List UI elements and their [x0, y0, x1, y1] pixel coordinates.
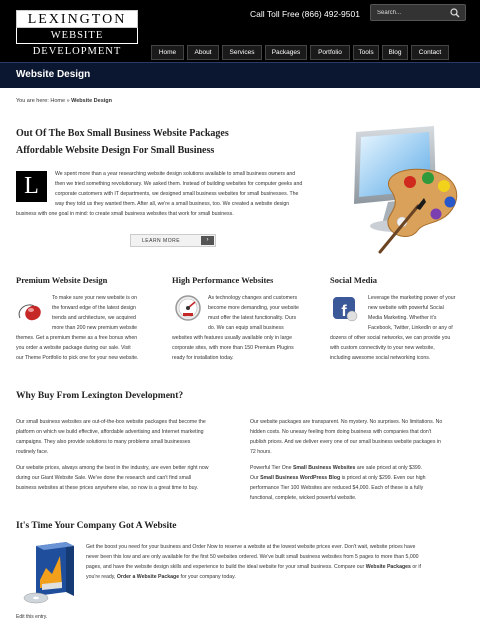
- why-left-line: during our Giant Website Sale. We've done the research and can't find small: [16, 475, 192, 481]
- col1-line: more than 200 new premium website: [52, 325, 138, 331]
- why-right-line: 72 hours.: [250, 449, 272, 455]
- drop-cap-l: L: [16, 171, 47, 202]
- mouse-icon: [16, 296, 44, 324]
- col3-line: with custom connectivity to your new website,: [330, 345, 435, 351]
- phone-number: Call Toll Free (866) 492-9501: [250, 9, 360, 19]
- col1-line: themes. Get a premium theme as a free bonus when: [16, 335, 138, 341]
- learn-more-button[interactable]: [130, 234, 216, 247]
- text-fragment: Powerful Tier One: [250, 465, 293, 471]
- facebook-icon: [330, 294, 358, 322]
- text-fragment: is priced at only $299. Even our high: [340, 475, 426, 481]
- intro-line-3: corporate customers with IT departments, we designed small business websites for small businesses. The: [55, 191, 299, 197]
- site-header: [0, 0, 480, 62]
- why-right-line: functional, complete, wicked powerful website.: [250, 495, 357, 501]
- col2-line: websites with features usually available only in large: [172, 335, 292, 341]
- site-logo[interactable]: [16, 10, 138, 57]
- why-right-pricing-line-1: [250, 464, 466, 472]
- col2-line: become more demanding, your website: [208, 305, 299, 311]
- intro-title-2: Affordable Website Design For Small Business: [16, 145, 215, 156]
- col1-line: our Theme Portfolio to pick one for your new website.: [16, 355, 139, 361]
- col3-line: Media Marketing. Whether it's: [368, 315, 437, 321]
- cta-line-2: never been this low and are only available for the first 50 websites ordered. We've built small business websites from 5 pages to more than 5,000: [86, 554, 419, 560]
- learn-more-label: LEARN MORE: [142, 238, 181, 244]
- premium-website-design-heading: Premium Website Design: [16, 275, 108, 285]
- col1-line: you order a website package during our sale. Visit: [16, 345, 131, 351]
- col3-line: Leverage the marketing power of your: [368, 295, 456, 301]
- speedometer-icon: [174, 294, 202, 322]
- high-performance-heading: High Performance Websites: [172, 275, 274, 285]
- page-title: Website Design: [16, 69, 91, 80]
- nav-blog[interactable]: Blog: [382, 45, 408, 60]
- col2-line: As technology changes and customers: [208, 295, 298, 301]
- small-business-websites-link[interactable]: Small Business Websites: [292, 465, 356, 471]
- nav-home[interactable]: Home: [151, 45, 184, 60]
- nav-about[interactable]: About: [187, 45, 219, 60]
- col3-line: including awesome social networking icons.: [330, 355, 431, 361]
- text-fragment: for your company today.: [179, 574, 236, 580]
- col3-line: new website with powerful Social: [368, 305, 444, 311]
- monitor-palette-illustration: [340, 126, 466, 254]
- why-left-line: platform on which we build effective, affordable advertising and Internet marketing: [16, 429, 204, 435]
- cta-line-3: [86, 563, 466, 571]
- nav-services[interactable]: Services: [222, 45, 262, 60]
- col3-line: dozens of other social networks, we can provide you: [330, 335, 451, 341]
- why-right-line: publish prices. And we deliver every one of our small business website packages in: [250, 439, 441, 445]
- breadcrumb-separator: »: [66, 98, 70, 104]
- col2-line: ready for installation today.: [172, 355, 234, 361]
- edit-entry-link[interactable]: Edit this entry.: [16, 614, 48, 620]
- text-fragment: or if: [410, 564, 421, 570]
- text-fragment: Our: [250, 475, 261, 481]
- breadcrumb-current: Website Design: [71, 98, 113, 104]
- col3-line: Facebook, Twitter, LinkedIn or any of: [368, 325, 453, 331]
- why-left-line: business websites at these prices anywhere else, so now is a great time to buy.: [16, 485, 199, 491]
- breadcrumb-prefix: You are here:: [16, 98, 49, 104]
- cta-heading: It's Time Your Company Got A Website: [16, 521, 177, 531]
- col2-line: must offer the latest functionality. Ours: [208, 315, 297, 321]
- why-right-line: performance Tier 100 Websites are reduced $4,000. Each of these is a fully: [250, 485, 424, 491]
- website-packages-link[interactable]: Website Packages: [365, 564, 411, 570]
- col1-line: To make sure your new website is on: [52, 295, 138, 301]
- why-right-line: Our website packages are transparent. No mystery. No surprises. No limitations. No: [250, 419, 443, 425]
- search-icon[interactable]: [450, 8, 460, 18]
- intro-title-1: Out Of The Box Small Business Website Packages: [16, 128, 229, 139]
- text-fragment: you're ready,: [86, 574, 117, 580]
- svg-text:f: f: [341, 303, 347, 320]
- cta-line-4: [86, 573, 466, 581]
- order-website-package-link[interactable]: Order a Website Package: [116, 574, 180, 580]
- social-media-heading: Social Media: [330, 275, 377, 285]
- why-left-line: campaigns. They also provide solutions to many problems small businesses: [16, 439, 191, 445]
- why-left-line: Our small business websites are out-of-the-box website packages that become the: [16, 419, 206, 425]
- arrow-right-icon: ›: [201, 236, 214, 245]
- why-right-line: hidden costs. No uneasy feeling from doing business with companies that don't: [250, 429, 432, 435]
- logo-bottom-text: WEBSITE DEVELOPMENT: [16, 28, 138, 44]
- text-fragment: pages, and have the website design skills and experience to build the ideal website for your small business. Compare our: [86, 564, 366, 570]
- wordpress-blog-link[interactable]: Small Business WordPress Blog: [260, 475, 341, 481]
- breadcrumb-home-link[interactable]: Home: [50, 98, 66, 104]
- why-right-pricing-line-2: [250, 474, 466, 482]
- page-banner: [0, 62, 480, 88]
- intro-line-4: way they told us they wanted them. After all, we're a small business, too. We created a website design: [55, 201, 290, 207]
- software-box-illustration: [22, 540, 78, 606]
- col1-line: trends and architecture, we acquired: [52, 315, 136, 321]
- main-nav: [151, 45, 449, 60]
- logo-top-text: LEXINGTON: [16, 10, 138, 28]
- text-fragment: are sale priced at only $399.: [355, 465, 423, 471]
- nav-tools[interactable]: Tools: [353, 45, 379, 60]
- col2-line: corporate sites, with more than 150 Premium Plugins: [172, 345, 294, 351]
- why-buy-heading: Why Buy From Lexington Development?: [16, 391, 184, 401]
- why-left-line: Our website prices, always among the best in the industry, are even better right now: [16, 465, 209, 471]
- why-left-line: routinely face.: [16, 449, 49, 455]
- intro-line-2: then we tried something revolutionary. We asked them. Instead of building websites for computer geeks and: [55, 181, 303, 187]
- breadcrumb: [16, 98, 112, 104]
- nav-packages[interactable]: Packages: [265, 45, 307, 60]
- nav-portfolio[interactable]: Portfolio: [310, 45, 350, 60]
- intro-line-1: We spent more than a year researching website design solutions available to small business owners and: [55, 171, 296, 177]
- col2-line: do. We can equip small business: [208, 325, 284, 331]
- search-box: [370, 4, 466, 21]
- nav-contact[interactable]: Contact: [411, 45, 449, 60]
- cta-line-1: Get the boost you need for your business and Order Now to reserve a website at the lowest website prices ever. Don't wait, website prices have: [86, 544, 416, 550]
- search-input[interactable]: [377, 7, 447, 19]
- col1-line: the forward edge of the latest design: [52, 305, 136, 311]
- intro-line-5: business with one goal in mind: to create small business websites that work for small business.: [16, 211, 234, 217]
